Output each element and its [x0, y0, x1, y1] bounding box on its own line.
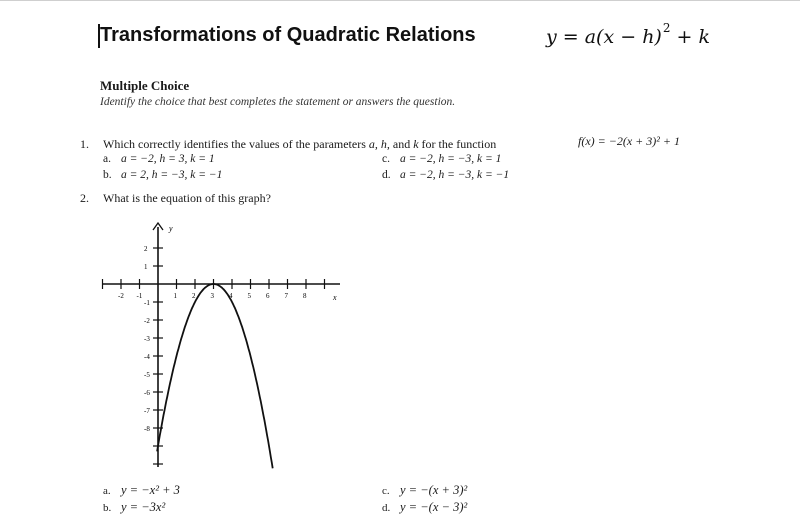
formula-exponent: 2 [662, 21, 671, 35]
option-value: a = −2, h = 3, k = 1 [121, 153, 215, 165]
q2-option-d[interactable] [382, 500, 467, 515]
x-tick-label: 7 [284, 292, 288, 300]
option-value: y = −(x − 3)² [400, 500, 468, 514]
option-value: a = −2, h = −3, k = 1 [400, 153, 502, 165]
top-border [0, 0, 800, 1]
q1-param-h: h, [380, 137, 390, 151]
y-axis-label: y [169, 224, 173, 233]
y-tick-label: -1 [144, 299, 150, 307]
q1-option-d[interactable] [382, 169, 509, 181]
section-instructions: Identify the choice that best completes the statement or answers the question. [100, 96, 456, 108]
y-tick-label: -7 [144, 407, 150, 415]
section-heading: Multiple Choice [100, 78, 190, 93]
q1-text-suffix: for the function [421, 137, 497, 151]
q1-param-a: a, [368, 137, 378, 151]
option-letter: b. [103, 502, 112, 514]
x-tick-label: 2 [192, 292, 196, 300]
question-2-number: 2. [80, 191, 89, 205]
y-tick-label: -6 [144, 389, 150, 397]
option-letter: d. [382, 169, 391, 181]
option-letter: a. [103, 153, 111, 165]
option-letter: c. [382, 485, 390, 497]
x-tick-label: 3 [210, 292, 214, 300]
q1-option-b[interactable] [103, 169, 222, 181]
parabola-curve [157, 284, 273, 468]
option-letter: a. [103, 485, 111, 497]
option-value: a = 2, h = −3, k = −1 [121, 169, 223, 181]
x-tick-label: 1 [173, 292, 177, 300]
x-tick-label: -2 [118, 292, 124, 300]
y-tick-label: -2 [144, 317, 150, 325]
q2-option-c[interactable] [382, 483, 467, 498]
y-tick-label: -5 [144, 371, 150, 379]
q1-text-prefix: Which correctly identifies the values of the parameters [103, 137, 366, 151]
option-value: a = −2, h = −3, k = −1 [400, 169, 510, 181]
option-value: y = −3x² [121, 500, 166, 514]
parabola-graph [95, 222, 345, 472]
q1-text-and: and [392, 137, 411, 151]
q2-option-b[interactable] [103, 500, 165, 515]
y-tick-label: -4 [144, 353, 150, 361]
vertex-form-formula [546, 21, 710, 48]
y-tick-label: 2 [144, 245, 148, 253]
y-axis-tick-labels [144, 245, 150, 433]
x-tick-label: -1 [136, 292, 143, 300]
x-tick-label: 8 [303, 292, 307, 300]
question-1-function: f(x) = −2(x + 3)² + 1 [578, 134, 680, 148]
question-2-text: What is the equation of this graph? [103, 191, 271, 205]
y-tick-label: 1 [144, 263, 148, 271]
option-letter: b. [103, 169, 112, 181]
x-axis-label: x [333, 293, 337, 302]
y-tick-label: -8 [144, 425, 150, 433]
page-title: Transformations of Quadratic Relations [100, 24, 476, 46]
y-tick-label: -3 [144, 335, 150, 343]
q1-option-a[interactable] [103, 153, 215, 165]
formula-main: y = a(x − h) [546, 26, 662, 48]
option-letter: d. [382, 502, 391, 514]
q1-option-c[interactable] [382, 153, 501, 165]
question-1-text [103, 137, 496, 152]
x-tick-label: 5 [247, 292, 251, 300]
option-value: y = −(x + 3)² [400, 483, 468, 497]
q2-option-a[interactable] [103, 483, 180, 498]
x-tick-label: 6 [266, 292, 270, 300]
formula-tail: + k [670, 26, 710, 48]
option-value: y = −x² + 3 [121, 483, 180, 497]
question-1-number: 1. [80, 137, 89, 151]
option-letter: c. [382, 153, 390, 165]
q1-param-k: k [413, 137, 419, 151]
x-tick-label: 4 [229, 292, 233, 300]
